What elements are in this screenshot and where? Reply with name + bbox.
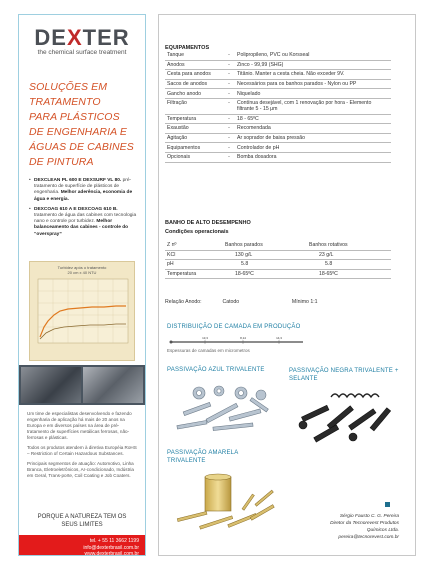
equipment-table xyxy=(165,51,391,163)
author-signature xyxy=(279,513,399,541)
product-photos xyxy=(19,365,145,405)
equipment-row xyxy=(165,51,391,60)
ops-heading: Condições operacionais xyxy=(165,229,229,235)
equipment-cell-v: Necessários para os banhos parados - Nylon ou PP xyxy=(235,79,391,89)
equipment-row xyxy=(165,60,391,70)
distribution-caption: Espessuras de camadas em micrometros xyxy=(167,348,250,353)
contact-box xyxy=(19,535,145,555)
dist-value: 8,14 xyxy=(240,336,246,340)
equipment-row xyxy=(165,98,391,114)
dexter-logo xyxy=(19,25,145,56)
equipment-cell-k: Filtração xyxy=(165,98,223,114)
ratio-label: Relação Anodo: xyxy=(165,299,202,305)
equipment-cell-s: - xyxy=(223,98,235,114)
ratio-min: Mínimo 1:1 xyxy=(291,299,318,305)
ops-row: KCl 130 g/L 23 g/L xyxy=(165,250,391,260)
equipment-cell-v: Contínua desejável, com 1 renovação por hora - Elemento filtrante 5 - 15 μm xyxy=(235,98,391,114)
equipment-cell-k: Agitação xyxy=(165,133,223,143)
equipment-cell-v: Ar soprador de baixa pressão xyxy=(235,133,391,143)
equipment-cell-s: - xyxy=(223,60,235,70)
bullet-dexclean: • DEXCLEAN PL 600 E DEXSURF VL 80. pré-tratamento de superfície de plásticos de engenharia. Melhor aderência, economia de água e energia. xyxy=(29,178,133,202)
equipment-cell-v: Niquelado xyxy=(235,89,391,99)
equipment-row xyxy=(165,114,391,124)
paint-booth-photo xyxy=(21,367,81,403)
ops-row: Temperatura 18-65ºC 18-65ºC xyxy=(165,269,391,279)
author-email: pereira@tecnorevest.com.br xyxy=(338,535,399,540)
ops-header-row: Z nº Banhos parados Banhos rotativos xyxy=(165,241,391,250)
equipment-cell-s: - xyxy=(223,79,235,89)
distribution-title: DISTRIBUIÇÃO DE CAMADA EM PRODUÇÃO xyxy=(167,324,301,330)
equipment-cell-s: - xyxy=(223,70,235,80)
yellow-passivation-parts-image xyxy=(169,471,287,535)
ratio-cathode: Catodo xyxy=(222,299,240,305)
equipment-row xyxy=(165,133,391,143)
equipment-cell-v: 18 - 65ºC xyxy=(235,114,391,124)
contact-email[interactable]: info@dexterbrasil.com.br xyxy=(83,544,139,551)
contact-phone: tel. + 55 11 3662 1199 xyxy=(89,538,139,544)
dist-value: 13,3 xyxy=(202,336,208,340)
anode-ratio xyxy=(165,299,391,305)
equipment-row xyxy=(165,124,391,134)
equipment-row xyxy=(165,89,391,99)
chart-title-line-2: 20 cm x 40 NTU xyxy=(67,270,97,275)
equipment-cell-s: - xyxy=(223,143,235,153)
dist-value: 14,3 xyxy=(276,336,282,340)
contact-web[interactable]: www.dexterbrasil.com.br xyxy=(84,551,139,556)
equipment-cell-s: - xyxy=(223,152,235,162)
sidebar-motto: PORQUE A NATUREZA TEM OS SEUS LIMITES xyxy=(37,514,127,528)
technical-sheet xyxy=(158,14,416,556)
equipment-row xyxy=(165,79,391,89)
equipment-cell-v: Bomba dosadora xyxy=(235,152,391,162)
author-company: Químicos Ltda. xyxy=(366,528,399,533)
equipment-cell-s: - xyxy=(223,133,235,143)
sidebar-headline: SOLUÇÕES EM TRATAMENTO PARA PLÁSTICOS DE ENGENHARIA E ÁGUAS DE CABINES DE PINTURA xyxy=(29,81,134,168)
equipment-cell-v: Recomendada xyxy=(235,124,391,134)
yellow-passivation-title: PASSIVAÇÃO AMARELA TRIVALENTE xyxy=(167,450,239,464)
distribution-bar xyxy=(167,336,315,346)
bath-heading: BANHO DE ALTO DESEMPENHO xyxy=(165,220,251,226)
equipment-row xyxy=(165,152,391,162)
equipment-row xyxy=(165,70,391,80)
turbidity-chart-plot xyxy=(30,275,134,355)
signature-marker xyxy=(385,502,390,507)
equipment-cell-k: Temperatura xyxy=(165,114,223,124)
equipment-cell-k: Opcionais xyxy=(165,152,223,162)
black-passivation-parts-image xyxy=(291,387,399,447)
black-passivation-title: PASSIVAÇÃO NEGRA TRIVALENTE + SELANTE xyxy=(289,368,399,382)
dexter-sidebar-ad xyxy=(18,14,146,556)
engineering-plastics-photo xyxy=(83,367,143,403)
equipment-heading: EQUIPAMENTOS xyxy=(165,45,210,51)
blue-passivation-title: PASSIVAÇÃO AZUL TRIVALENTE xyxy=(167,367,265,373)
chart-title-line-1: Turbidez após o tratamento xyxy=(57,265,107,270)
equipment-cell-k: Cesta para anodos xyxy=(165,70,223,80)
ops-row: pH 5.8 5.8 xyxy=(165,260,391,270)
turbidity-chart xyxy=(29,261,135,361)
equipment-cell-k: Gancho anodo xyxy=(165,89,223,99)
sidebar-description: Um time de especialistas desenvolvendo e fazendo engenharia de aplicação há mais de 20 anos na Europa e em diversos países na área de pré-tratamento de superfícies metálicas ferrosas, não-ferrosas e plásticas. Todos os produtos atendem à diretiva Européia RoHS – Restriction of Certain Hazardous Substances. Principais segmentos de atuação: Automotivo, Linha Branca, Eletroeletrônicos, Ar-condicionado, Indústria em Geral, Trans-porte, Coil Coating e Job Coaters. xyxy=(27,411,137,478)
equipment-cell-k: Exaustão xyxy=(165,124,223,134)
equipment-cell-k: Anodos xyxy=(165,60,223,70)
author-role: Diretor da Tecnorevest Produtos xyxy=(330,521,399,526)
equipment-cell-s: - xyxy=(223,89,235,99)
bullet-dexcoag: • DEXCOAG 610 A E DEXCOAG 610 B. tratamento de água das cabines com tecnologia nano e controle por turbidez. Melhor balanceamento das cabines - controle do “overspray” xyxy=(29,206,137,237)
equipment-cell-v: Polipropileno, PVC ou Korsseal xyxy=(235,51,391,60)
equipment-cell-k: Sacos de anodos xyxy=(165,79,223,89)
blue-passivation-parts-image xyxy=(169,381,277,437)
equipment-cell-v: Zinco - 99,99 (SHG) xyxy=(235,60,391,70)
logo-subtitle: the chemical surface treatment xyxy=(37,49,127,56)
equipment-row xyxy=(165,143,391,153)
equipment-cell-v: Controlador de pH xyxy=(235,143,391,153)
equipment-cell-s: - xyxy=(223,124,235,134)
operating-conditions-table xyxy=(165,241,391,279)
equipment-cell-s: - xyxy=(223,114,235,124)
equipment-cell-k: Equipamentos xyxy=(165,143,223,153)
equipment-cell-s: - xyxy=(223,51,235,60)
logo-wordmark: DEXTER xyxy=(34,25,130,50)
author-name: Sérgio Fausto C. G. Pereira xyxy=(339,514,399,519)
product-bullets xyxy=(29,178,137,238)
equipment-cell-k: Tanque xyxy=(165,51,223,60)
equipment-cell-v: Titânio. Manter a cesta cheia. Não exceder 9V. xyxy=(235,70,391,80)
